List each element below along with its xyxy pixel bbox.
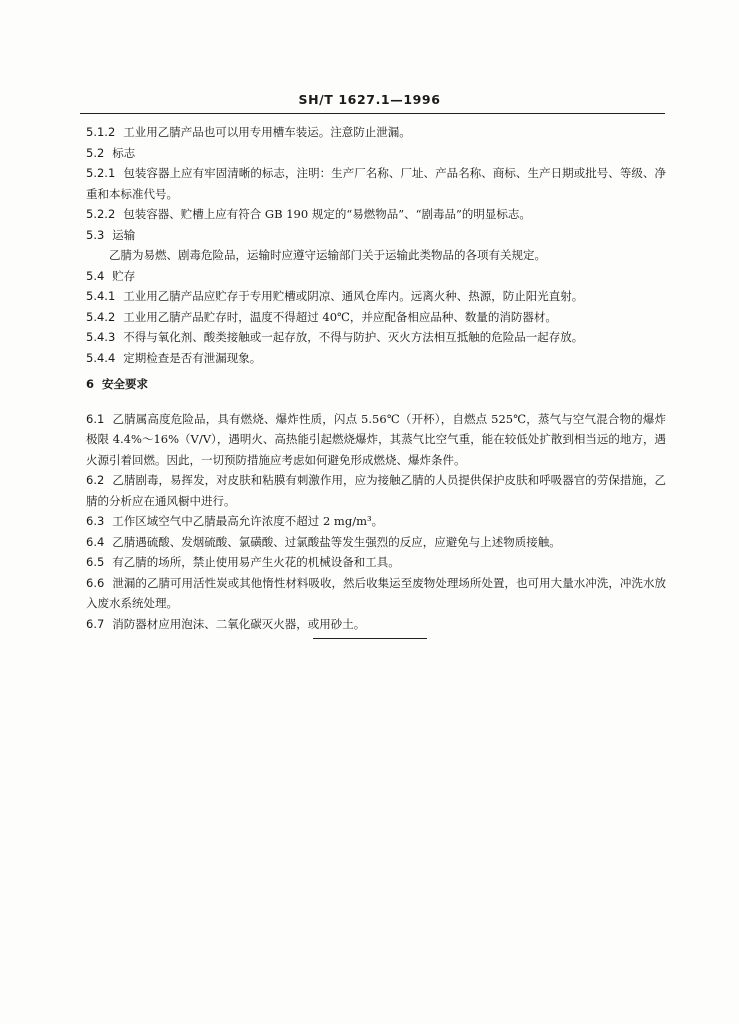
clause-heading: 运输 (112, 227, 136, 242)
clause-5-4 (86, 266, 666, 287)
clause-text: 消防器材应用泡沫、二氧化碳灭火器，或用砂土。 (112, 616, 366, 631)
clause-number: 5.4.3 (86, 330, 116, 344)
spacer (86, 395, 666, 409)
clause-5-3-text (86, 245, 666, 266)
clause-number: 5.2 (86, 145, 105, 160)
clause-number: 6.3 (86, 514, 105, 528)
clause-5-4-2 (86, 307, 666, 328)
section-title: 安全要求 (102, 377, 149, 391)
clause-number: 5.4.1 (86, 289, 116, 303)
section-6-heading (86, 374, 666, 395)
clause-number: 6.2 (86, 473, 105, 487)
clause-text: 乙腈为易燃、剧毒危险品，运输时应遵守运输部门关于运输此类物品的各项有关规定。 (109, 248, 546, 262)
clause-6-4 (86, 532, 666, 553)
clause-5-1-2 (86, 122, 666, 143)
clause-6-1 (86, 409, 666, 471)
clause-text: 工业用乙腈产品贮存时，温度不得超过 40℃，并应配备相应品种、数量的消防器材。 (123, 309, 557, 324)
clause-text: 乙腈遇硫酸、发烟硫酸、氯磺酸、过氯酸盐等发生强烈的反应，应避免与上述物质接触。 (112, 534, 561, 549)
clause-number: 6.6 (86, 575, 105, 590)
clause-6-3 (86, 511, 666, 532)
clause-heading: 标志 (112, 145, 136, 160)
standard-code-header: SH/T 1627.1—1996 (298, 92, 441, 107)
clause-number: 5.4.4 (86, 350, 116, 365)
clause-heading: 贮存 (112, 268, 136, 283)
clause-text: 乙腈剧毒，易挥发，对皮肤和粘膜有刺激作用，应为接触乙腈的人员提供保护皮肤和呼吸器官的劳保措施，乙腈的分析应在通风橱中进行。 (86, 473, 666, 508)
clause-5-4-4 (86, 348, 666, 369)
clause-5-4-1 (86, 286, 666, 307)
clause-text: 定期检查是否有泄漏现象。 (123, 350, 262, 365)
clause-text: 有乙腈的场所，禁止使用易产生火花的机械设备和工具。 (112, 555, 400, 569)
clause-number: 6.7 (86, 616, 105, 631)
clause-6-6 (86, 573, 666, 614)
clause-text: 工作区域空气中乙腈最高允许浓度不超过 2 mg/m³。 (112, 514, 384, 528)
clause-text: 包装容器上应有牢固清晰的标志，注明：生产厂名称、厂址、产品名称、商标、生产日期或批号、等级、净重和本标准代号。 (86, 166, 666, 201)
clause-text: 不得与氧化剂、酸类接触或一起存放，不得与防护、灭火方法相互抵触的危险品一起存放。 (123, 330, 584, 344)
clause-text: 乙腈属高度危险品，具有燃烧、爆炸性质，闪点 5.56℃（开杯），自燃点 525℃，蒸气与空气混合物的爆炸极限 4.4%～16%（V/V），遇明火、高热能引起燃烧爆炸，其蒸气比空气重，能在较低处扩散到相当远的地方，遇火源引着回燃。因此，一切预防措施应考虑如何避免形成燃烧、爆炸条件。 (86, 411, 666, 467)
clause-6-7 (86, 614, 666, 635)
clause-number: 5.2.2 (86, 207, 116, 221)
clause-text: 泄漏的乙腈可用活性炭或其他惰性材料吸收，然后收集运至废物处理场所处置，也可用大量水冲洗，冲洗水放入废水系统处理。 (86, 575, 666, 610)
clause-number: 6.5 (86, 555, 105, 569)
end-of-document-rule (313, 638, 427, 639)
clause-text: 包装容器、贮槽上应有符合 GB 190 规定的“易燃物品”、“剧毒品”的明显标志。 (123, 207, 531, 221)
clause-number: 5.3 (86, 227, 105, 242)
clause-text: 工业用乙腈产品应贮存于专用贮槽或阴凉、通风仓库内。远离火种、热源，防止阳光直射。 (123, 289, 584, 303)
clause-number: 5.4.2 (86, 309, 116, 324)
clause-number: 6.1 (86, 411, 105, 426)
clause-5-3 (86, 225, 666, 246)
section-number: 6 (86, 377, 95, 391)
clause-number: 5.2.1 (86, 166, 116, 180)
clause-number: 5.1.2 (86, 125, 116, 139)
document-body (86, 122, 666, 634)
clause-6-5 (86, 552, 666, 573)
clause-number: 5.4 (86, 268, 105, 283)
clause-number: 6.4 (86, 534, 105, 549)
clause-5-2-1 (86, 163, 666, 204)
clause-text: 工业用乙腈产品也可以用专用槽车装运。注意防止泄漏。 (123, 125, 411, 139)
clause-5-4-3 (86, 327, 666, 348)
clause-6-2 (86, 470, 666, 511)
clause-5-2-2 (86, 204, 666, 225)
clause-5-2 (86, 143, 666, 164)
header-divider (80, 113, 665, 114)
